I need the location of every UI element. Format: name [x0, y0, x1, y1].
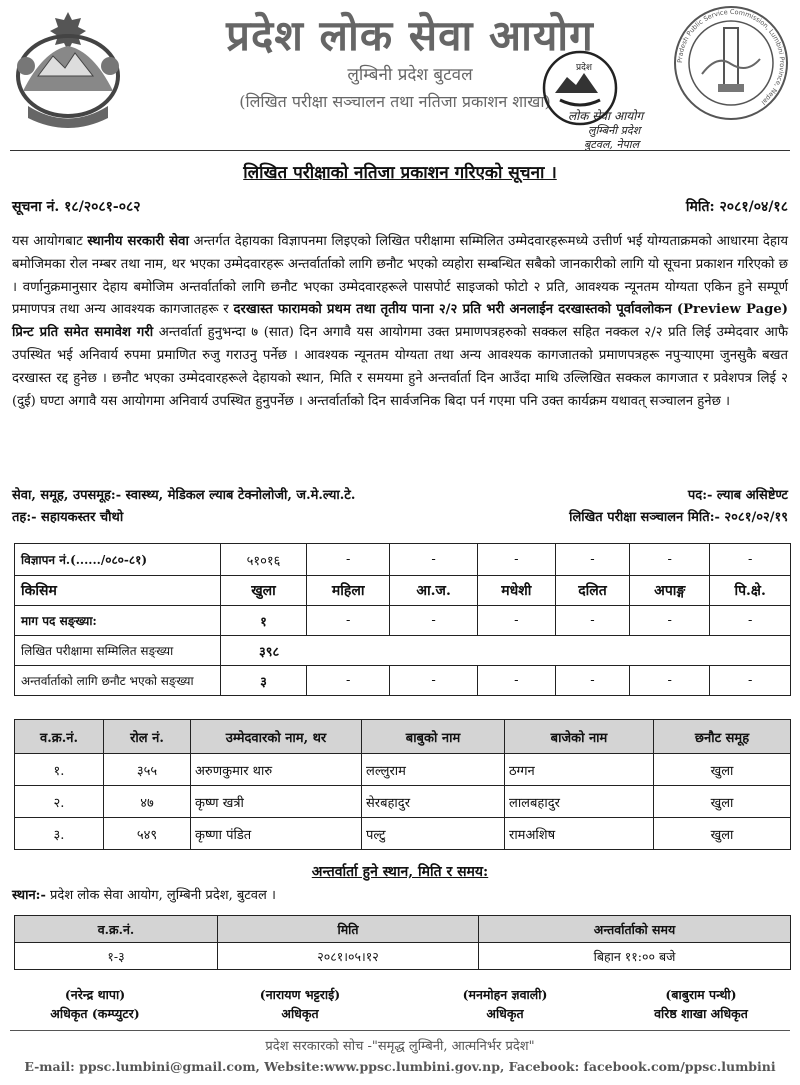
- svg-text:बुटवल, नेपाल: बुटवल, नेपाल: [584, 138, 640, 151]
- table-row: अन्तर्वार्ताको लागि छनौट भएको सङ्ख्या ३ - - - - - -: [15, 666, 791, 696]
- level: तह:- सहायकस्तर चौथो: [12, 510, 124, 525]
- service-group: सेवा, समूह, उपसमूह:- स्वास्थ्य, मेडिकल ल्याब टेक्नोलोजी, ज.मे.ल्या.टे.: [12, 488, 356, 503]
- exam-date: लिखित परीक्षा सञ्चालन मिति:- २०८१/०२/१९: [569, 510, 788, 525]
- svg-text:प्रदेश: प्रदेश: [576, 63, 593, 73]
- table-header-row: व.क्र.नं. मिति अन्तर्वार्ताको समय: [15, 916, 791, 943]
- table-row: १. ३५५ अरुणकुमार थारु लल्लुराम ठग्गन खुला: [15, 754, 791, 786]
- notice-title: लिखित परीक्षाको नतिजा प्रकाशन गरिएको सूचना ।: [243, 163, 557, 183]
- signatory-name: (बाबुराम पन्थी): [665, 987, 737, 1002]
- signatory-3: [410, 985, 600, 1023]
- table-row: विज्ञापन नं.(....../०८०-८१) ५१०१६ - - - - - -: [15, 544, 791, 576]
- office-name: (लिखित परीक्षा सञ्चालन तथा नतिजा प्रकाशन शाखा): [239, 92, 551, 111]
- footer-motto: प्रदेश सरकारको सोच -"समृद्ध लुम्बिनी, आत्मनिर्भर प्रदेश": [265, 1039, 535, 1054]
- notice-body: यस आयोगबाट स्थानीय सरकारी सेवा अन्तर्गत देहायका विज्ञापनमा लिइएको लिखित परीक्षामा सम्मिलित उम्मेदवारहरूमध्ये उत्तीर्ण भई योग्यताक्रमको आधारमा देहाय बमोजिमका रोल नम्बर तथा नाम, थर भएका उम्मेदवारहरू अन्तर्वार्ताको लागि छनौट भएको व्यहोरा सम्बन्धित सबैको जानकारीको लागि यो सूचना प्रकाशन गरिएको छ । वर्णानुक्रमानुसार देहाय बमोजिम अन्तर्वार्ताको लागि छनौट भएका उम्मेदवारहरूले पासपोर्ट साइजको फोटो २ प्रति, आवश्यक न्यूनतम योग्यता एकिन हुने सम्पूर्ण प्रमाणपत्र तथा अन्य आवश्यक कागजातहरू र दरखास्त फारामको प्रथम तथा तृतीय पाना २/२ प्रति भरी अनलाईन दरखास्तको पूर्वावलोकन (Preview Page) प्रिन्ट प्रति समेत समावेश गरी अन्तर्वार्ता हुनुभन्दा ७ (सात) दिन अगावै यस आयोगमा उक्त प्रमाणपत्रहरुको सक्कल सहित नक्कल २/२ प्रति लिई उम्मेदवार आफै उपस्थित भई अनिवार्य रुपमा प्रमाणित रुजु गराउनु पर्नेछ । आवश्यक न्यूनतम योग्यता तथा अन्य आवश्यक कागजातको प्रमाणपत्रहरू नपुर्‍याएमा जुनसुकै बखत दरखास्त रद्द हुनेछ । छनौट भएका उम्मेदवारहरूले देहायको स्थान, मिति र समयमा हुने अन्तर्वार्ता दिन आउँदा माथि उल्लिखित सक्कल कागजात र प्रवेशपत्र लिई २ (दुई) घण्टा अगावै यस आयोगमा अनिवार्य उपस्थित हुनुपर्नेछ । अन्तर्वार्ताको दिन सार्वजनिक बिदा पर्न गएमा पनि उक्त कार्यक्रम यथावत् सञ्चालन हुनेछ ।: [12, 234, 788, 409]
- vacancy-summary-table: [14, 543, 791, 696]
- signatory-title: अधिकृत (कम्प्युटर): [50, 1006, 140, 1021]
- signatory-name: (नरेन्द्र थापा): [64, 987, 126, 1002]
- signatory-name: (नारायण भट्टराई): [259, 987, 341, 1002]
- signatory-4: [606, 985, 796, 1023]
- table-row: लिखित परीक्षामा सम्मिलित सङ्ख्या ३९८: [15, 636, 791, 666]
- table-row: १-३ २०८१।०५।१२ बिहान ११:०० बजे: [15, 943, 791, 970]
- interview-heading: अन्तर्वार्ता हुने स्थान, मिति र समय:: [311, 864, 489, 880]
- signatory-1: [0, 985, 190, 1023]
- footer-divider: [10, 1030, 790, 1031]
- province-subtitle: लुम्बिनी प्रदेश बुटवल: [347, 65, 473, 85]
- selected-candidates-table: [14, 719, 791, 850]
- signatory-title: अधिकृत: [281, 1006, 319, 1021]
- signatory-name: (मनमोहन ज्ञवाली): [462, 987, 548, 1002]
- svg-text:लुम्बिनी प्रदेश: लुम्बिनी प्रदेश: [588, 124, 641, 137]
- commission-title: प्रदेश लोक सेवा आयोग: [226, 11, 594, 60]
- nepal-emblem-logo: [8, 6, 128, 136]
- table-row: माग पद सङ्ख्या: १ - - - - - -: [15, 606, 791, 636]
- interview-venue: स्थान:- प्रदेश लोक सेवा आयोग, लुम्बिनी प्रदेश, बुटवल ।: [12, 888, 276, 903]
- table-row: २. ४७ कृष्ण खत्री सेरबहादुर लालबहादुर खुला: [15, 786, 791, 818]
- footer-contact: E-mail: ppsc.lumbini@gmail.com, Website:www.ppsc.lumbini.gov.np, Facebook: facebook.com/ppsc.lumbini: [24, 1059, 776, 1074]
- svg-text:लोक सेवा आयोग: लोक सेवा आयोग: [568, 109, 644, 123]
- signatory-title: वरिष्ठ शाखा अधिकृत: [654, 1006, 748, 1021]
- commission-seal-logo: [672, 4, 790, 122]
- post-name: पद:- ल्याब असिष्टेण्ट: [687, 488, 788, 503]
- office-stamp: [540, 48, 665, 153]
- table-header-row: व.क्र.नं. रोल नं. उम्मेदवारको नाम, थर बाबुको नाम बाजेको नाम छनौट समूह: [15, 720, 791, 754]
- svg-text:Pradesh Public Service Commiss: Pradesh Public Service Commission, Lumbini Province, Nepal: [675, 7, 787, 107]
- notice-number: सूचना नं. १८/२०८१-०८२: [12, 199, 141, 215]
- interview-schedule-table: [14, 915, 791, 970]
- table-row: किसिम खुला महिला आ.ज. मधेशी दलित अपाङ्ग पि.क्षे.: [15, 576, 791, 606]
- signatory-2: [205, 985, 395, 1023]
- header-divider: [10, 150, 790, 151]
- table-row: ३. ५४९ कृष्णा पंडित पल्टु रामअशिष खुला: [15, 818, 791, 850]
- signatory-title: अधिकृत: [486, 1006, 524, 1021]
- notice-date: मिति: २०८१/०४/१८: [685, 199, 788, 215]
